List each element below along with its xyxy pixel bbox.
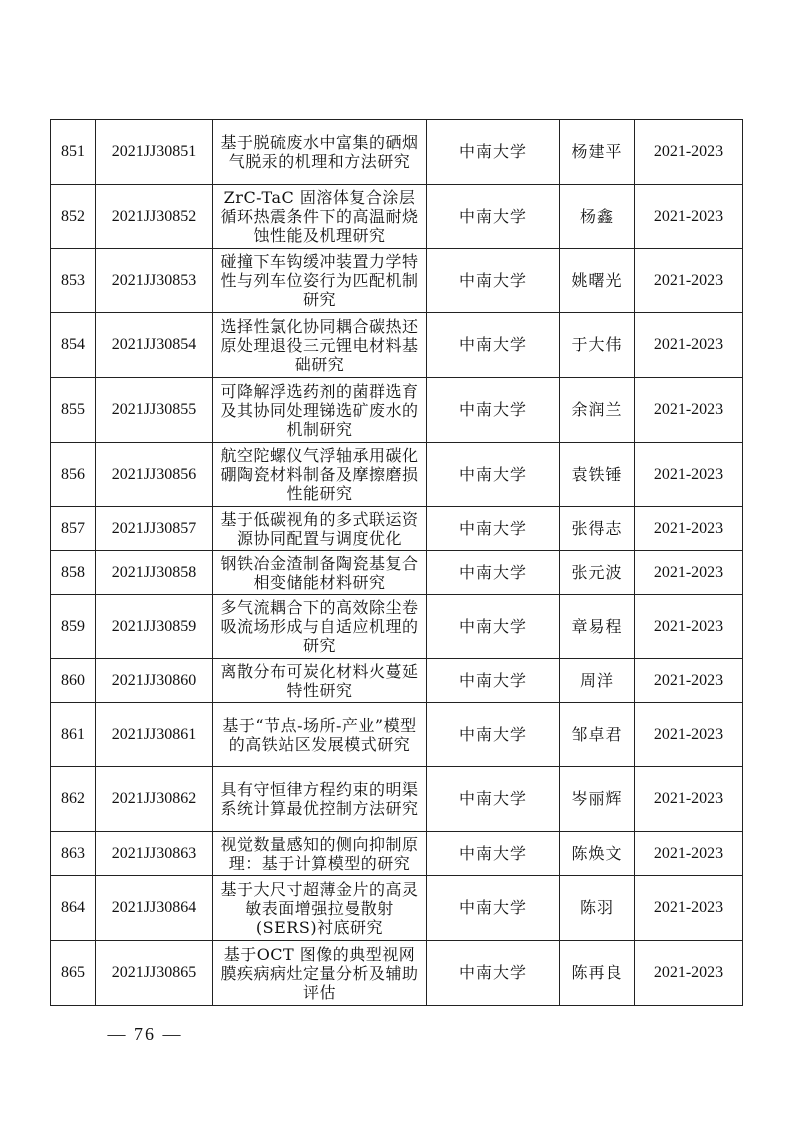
row-number: 853 [51,249,96,313]
institution: 中南大学 [427,507,560,551]
project-title: 可降解浮选药剂的菌群选育及其协同处理锑选矿废水的机制研究 [213,378,427,443]
project-code: 2021JJ30858 [96,551,213,595]
project-code: 2021JJ30855 [96,378,213,443]
project-period: 2021-2023 [635,832,743,876]
table-row [51,595,743,659]
project-title: 钢铁冶金渣制备陶瓷基复合相变储能材料研究 [213,551,427,595]
project-code: 2021JJ30862 [96,767,213,832]
row-number: 852 [51,185,96,249]
table-row [51,941,743,1006]
table-row [51,703,743,767]
row-number: 860 [51,659,96,703]
project-title: 基于脱硫废水中富集的硒烟气脱汞的机理和方法研究 [213,120,427,185]
project-code: 2021JJ30854 [96,313,213,378]
project-period: 2021-2023 [635,443,743,507]
principal-investigator: 袁铁锤 [560,443,635,507]
project-period: 2021-2023 [635,120,743,185]
table-row [51,378,743,443]
project-code: 2021JJ30860 [96,659,213,703]
principal-investigator: 周洋 [560,659,635,703]
table-row [51,876,743,941]
principal-investigator: 杨鑫 [560,185,635,249]
project-period: 2021-2023 [635,703,743,767]
table-row [51,313,743,378]
institution: 中南大学 [427,876,560,941]
project-period: 2021-2023 [635,767,743,832]
row-number: 863 [51,832,96,876]
table-row [51,249,743,313]
principal-investigator: 陈焕文 [560,832,635,876]
institution: 中南大学 [427,703,560,767]
page-number: — 76 — [107,1024,183,1044]
project-period: 2021-2023 [635,507,743,551]
institution: 中南大学 [427,832,560,876]
project-table [50,119,743,1006]
project-period: 2021-2023 [635,378,743,443]
table-row [51,120,743,185]
table-row [51,767,743,832]
project-code: 2021JJ30865 [96,941,213,1006]
institution: 中南大学 [427,595,560,659]
project-code: 2021JJ30853 [96,249,213,313]
project-title: 离散分布可炭化材料火蔓延特性研究 [213,659,427,703]
institution: 中南大学 [427,659,560,703]
principal-investigator: 邹卓君 [560,703,635,767]
project-title: 多气流耦合下的高效除尘卷吸流场形成与自适应机理的研究 [213,595,427,659]
project-title: 基于“节点-场所-产业”模型的高铁站区发展模式研究 [213,703,427,767]
row-number: 851 [51,120,96,185]
project-title: 基于OCT 图像的典型视网膜疾病病灶定量分析及辅助评估 [213,941,427,1006]
project-period: 2021-2023 [635,551,743,595]
principal-investigator: 于大伟 [560,313,635,378]
project-title: ZrC-TaC 固溶体复合涂层循环热震条件下的高温耐烧蚀性能及机理研究 [213,185,427,249]
institution: 中南大学 [427,120,560,185]
principal-investigator: 杨建平 [560,120,635,185]
row-number: 857 [51,507,96,551]
project-code: 2021JJ30863 [96,832,213,876]
principal-investigator: 陈再良 [560,941,635,1006]
row-number: 864 [51,876,96,941]
row-number: 859 [51,595,96,659]
project-title: 碰撞下车钩缓冲装置力学特性与列车位姿行为匹配机制研究 [213,249,427,313]
row-number: 865 [51,941,96,1006]
project-period: 2021-2023 [635,659,743,703]
institution: 中南大学 [427,185,560,249]
project-title: 选择性氯化协同耦合碳热还原处理退役三元锂电材料基础研究 [213,313,427,378]
principal-investigator: 章易程 [560,595,635,659]
table-row [51,551,743,595]
row-number: 861 [51,703,96,767]
project-code: 2021JJ30859 [96,595,213,659]
row-number: 858 [51,551,96,595]
table-row [51,443,743,507]
project-code: 2021JJ30857 [96,507,213,551]
institution: 中南大学 [427,551,560,595]
institution: 中南大学 [427,378,560,443]
project-code: 2021JJ30852 [96,185,213,249]
table-row [51,659,743,703]
project-period: 2021-2023 [635,185,743,249]
institution: 中南大学 [427,767,560,832]
row-number: 854 [51,313,96,378]
project-title: 视觉数量感知的侧向抑制原理：基于计算模型的研究 [213,832,427,876]
project-code: 2021JJ30861 [96,703,213,767]
project-code: 2021JJ30856 [96,443,213,507]
project-title: 基于大尺寸超薄金片的高灵敏表面增强拉曼散射(SERS)衬底研究 [213,876,427,941]
principal-investigator: 张元波 [560,551,635,595]
table-row [51,185,743,249]
row-number: 855 [51,378,96,443]
principal-investigator: 余润兰 [560,378,635,443]
project-code: 2021JJ30864 [96,876,213,941]
principal-investigator: 岑丽辉 [560,767,635,832]
institution: 中南大学 [427,249,560,313]
principal-investigator: 陈羽 [560,876,635,941]
institution: 中南大学 [427,443,560,507]
project-code: 2021JJ30851 [96,120,213,185]
principal-investigator: 姚曙光 [560,249,635,313]
project-title: 基于低碳视角的多式联运资源协同配置与调度优化 [213,507,427,551]
project-period: 2021-2023 [635,313,743,378]
row-number: 856 [51,443,96,507]
institution: 中南大学 [427,941,560,1006]
row-number: 862 [51,767,96,832]
project-period: 2021-2023 [635,876,743,941]
project-period: 2021-2023 [635,249,743,313]
table-row [51,832,743,876]
principal-investigator: 张得志 [560,507,635,551]
project-title: 航空陀螺仪气浮轴承用碳化硼陶瓷材料制备及摩擦磨损性能研究 [213,443,427,507]
table-row [51,507,743,551]
project-period: 2021-2023 [635,595,743,659]
institution: 中南大学 [427,313,560,378]
project-period: 2021-2023 [635,941,743,1006]
project-title: 具有守恒律方程约束的明渠系统计算最优控制方法研究 [213,767,427,832]
